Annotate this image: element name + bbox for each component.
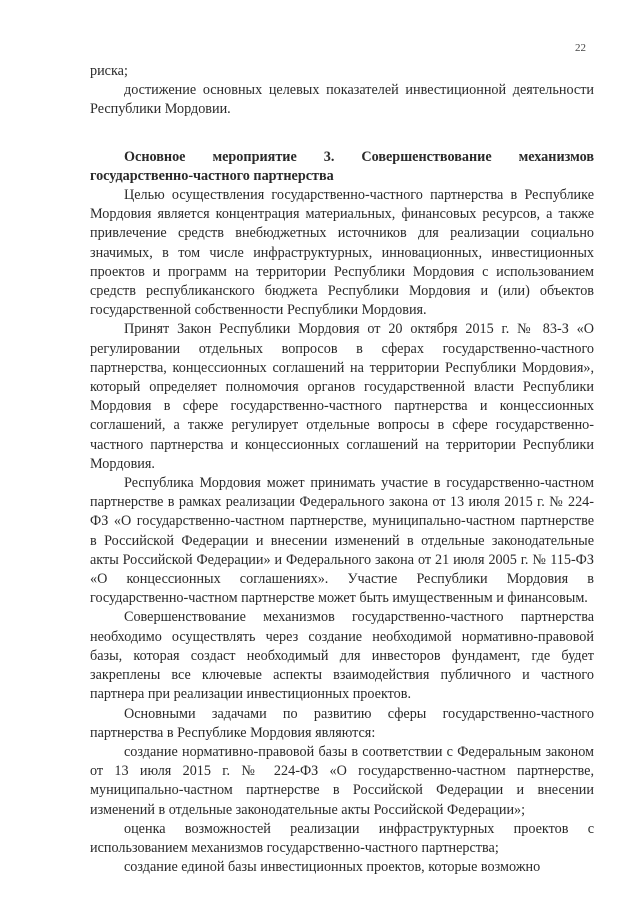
list-item: создание нормативно-правовой базы в соответствии с Федеральным законом от 13 июля 2015 г. № 224-ФЗ «О государственно-частном партнерстве, муниципально-частном партнерстве в Российской Федерации и внесении изменений в отдельные законодательные акты Российской Федерации»; <box>90 743 594 818</box>
paragraph: достижение основных целевых показателей инвестиционной деятельности Республики Мордовии. <box>90 82 594 118</box>
section-heading: Основное мероприятие 3. Совершенствование механизмов государственно-частного партнерства <box>90 148 594 184</box>
page-number: 22 <box>575 42 586 54</box>
list-item: оценка возможностей реализации инфраструктурных проектов с использованием механизмов государственно-частного партнерства; <box>90 820 594 856</box>
paragraph: Республика Мордовия может принимать участие в государственно-частном партнерстве в рамках реализации Федерального закона от 13 июля 2015 г. № 224-ФЗ «О государственно-частном партнерстве, муниципально-частном партнерстве в Российской Федерации и внесении изменений в отдельные законодательные акты Российской Федерации» и Федерального закона от 21 июля 2005 г. № 115-ФЗ «О концессионных соглашениях». Участие Республики Мордовия в государственно-частном партнерстве может быть имущественным и финансовым. <box>90 475 594 607</box>
paragraph: риска; <box>90 63 128 79</box>
paragraph: Совершенствование механизмов государственно-частного партнерства необходимо осуществлять через создание необходимой нормативно-правовой базы, которая создаст необходимый для инвесторов фундамент, где будет закреплены все ключевые аспекты взаимодействия публичного и частного партнера при реализации инвестиционных проектов. <box>90 609 594 703</box>
document-body <box>90 62 594 877</box>
list-item: создание единой базы инвестиционных проектов, которые возможно <box>124 859 541 876</box>
paragraph: Основными задачами по развитию сферы государственно-частного партнерства в Республике Мордовия являются: <box>90 705 594 741</box>
paragraph: Принят Закон Республики Мордовия от 20 октября 2015 г. № 83-З «О регулировании отдельных вопросов в сферах государственно-частного партнерства, концессионных соглашений на территории Республики Мордовия», который определяет полномочия органов государственной власти Республики Мордовия в сфере государственно-частного партнерства и концессионных соглашений, а также регулирует отдельные вопросы в сфере государственно-частного партнерства и концессионных соглашений на территории Республики Мордовия. <box>90 321 594 472</box>
paragraph: Целью осуществления государственно-частного партнерства в Республике Мордовия является концентрация материальных, финансовых ресурсов, а также привлечение средств внебюджетных источников для реализации социально значимых, в том числе инфраструктурных, инновационных, инвестиционных проектов и программ на территории Республики Мордовия с использованием средств республиканского бюджета Республики Мордовия и (или) объектов государственной собственности Республики Мордовия. <box>90 187 594 319</box>
